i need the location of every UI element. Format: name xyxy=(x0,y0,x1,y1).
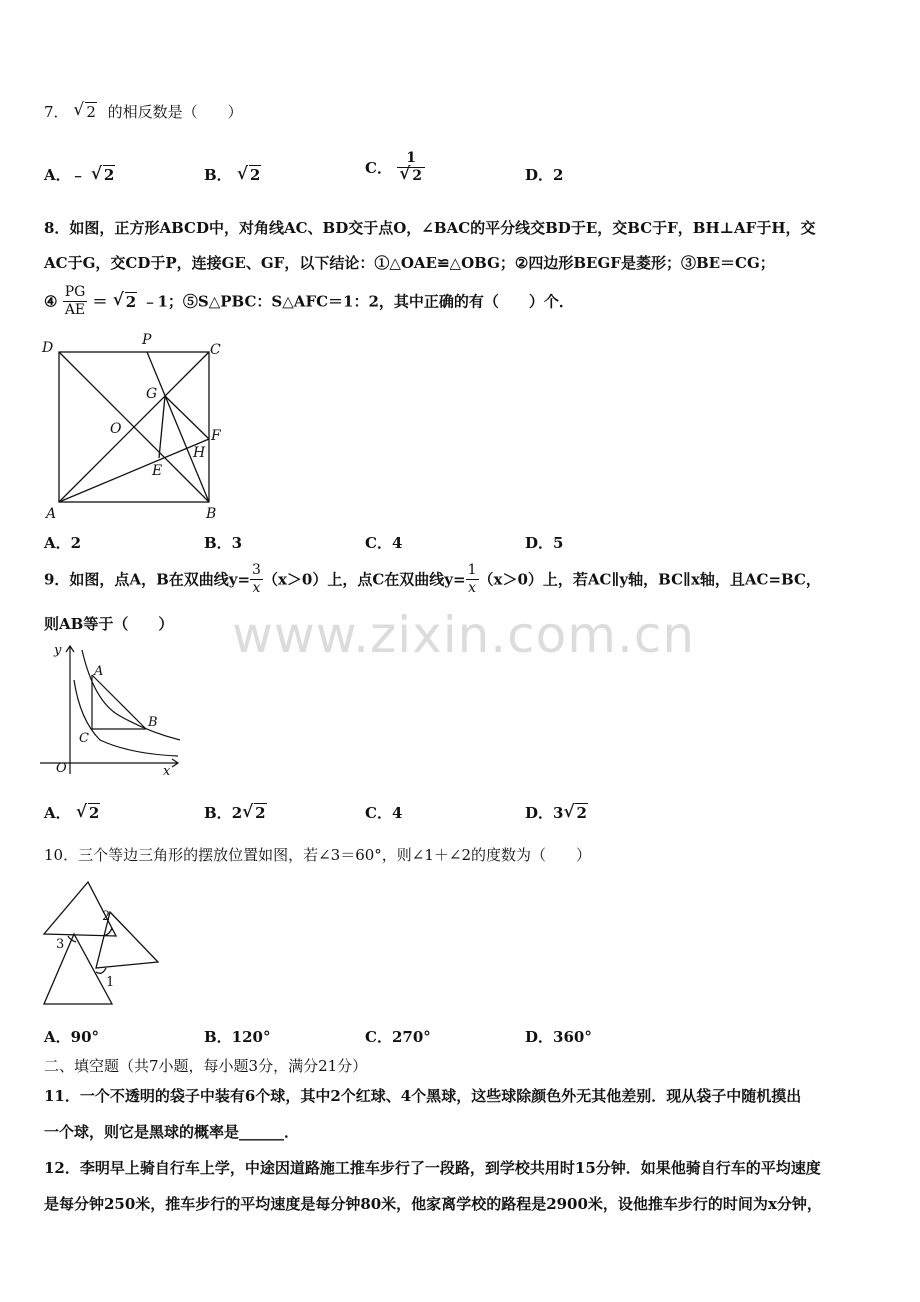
label-c: C xyxy=(210,342,221,358)
question-text: 的相反数是（ ） xyxy=(107,103,243,121)
label-e: E xyxy=(152,463,163,479)
option-c: C．270° xyxy=(365,1028,431,1046)
option-c: C．4 xyxy=(365,534,403,552)
question-9-line-2: 则AB等于（ ） xyxy=(44,615,174,633)
label-b: B xyxy=(148,715,158,730)
question-9-line-1: 9．如图，点A，B在双曲线y= $\frac{3}{x}$ （x＞0）上，点C在双曲线y= $\frac{1}{x}$ （x＞0）上，若AC∥y轴，BC∥x轴，且AC=BC， xyxy=(44,562,821,596)
question-8-line-3: ④ $\frac{PG}{AE}$ ＝ √ 2 ﹣1；⑤S△PBC：S△AFC＝1：2，其中正确的有（ ）个． xyxy=(44,284,574,319)
label-o: O xyxy=(56,761,67,776)
label-x: x xyxy=(163,764,171,779)
label-b: B xyxy=(206,506,217,522)
label-a: A xyxy=(94,664,104,679)
label-f: F xyxy=(211,428,221,444)
question-8-line-2: AC于G，交CD于P，连接GE、GF，以下结论：①△OAE≌△OBG；②四边形BEGF是菱形；③BE＝CG； xyxy=(44,254,775,272)
label-h: H xyxy=(193,445,206,461)
question-7 xyxy=(44,102,243,122)
label-y: y xyxy=(54,643,62,658)
option-b: B．2 √ 2 xyxy=(204,802,267,823)
label-d: D xyxy=(42,340,54,356)
option-a: A．90° xyxy=(44,1028,100,1046)
fraction-pg-ae: $\frac{PG}{AE}$ xyxy=(64,284,86,318)
question-8-line-1: 8．如图，正方形ABCD中，对角线AC、BD交于点O，∠BAC的平分线交BD于E，交BC于F，BH⊥AF于H，交 xyxy=(44,219,816,237)
question-12-line-1: 12．李明早上骑自行车上学，中途因道路施工推车步行了一段路，到学校共用时15分钟．如果他骑自行车的平均速度 xyxy=(44,1159,821,1177)
option-d: D．5 xyxy=(525,534,564,552)
option-b: B．120° xyxy=(204,1028,271,1046)
sqrt-expression: √ 2 xyxy=(73,102,97,122)
hyperbola-figure xyxy=(40,640,190,780)
angle-3-label: 3 xyxy=(56,937,65,952)
angle-2-label: 2 xyxy=(102,909,111,924)
question-number: 7． xyxy=(44,103,69,121)
question-12-line-2: 是每分钟250米，推车步行的平均速度是每分钟80米，他家离学校的路程是2900米，设他推车步行的时间为x分钟， xyxy=(44,1195,822,1213)
option-b: B． √ 2 xyxy=(204,164,261,185)
watermark: www.zixin.com.cn xyxy=(232,606,696,664)
option-d: D．360° xyxy=(525,1028,592,1046)
question-11-line-1: 11．一个不透明的袋子中装有6个球，其中2个红球、4个黑球，这些球除颜色外无其他差别．现从袋子中随机摸出 xyxy=(44,1087,802,1105)
option-a: A． √ 2 xyxy=(44,802,100,823)
triangles-figure xyxy=(40,876,165,1011)
label-g: G xyxy=(146,386,158,402)
label-o: O xyxy=(110,421,122,437)
option-a: A．﹣ √ 2 xyxy=(44,164,115,185)
option-b: B．3 xyxy=(204,534,243,552)
option-c: C． 1 √ 2 xyxy=(365,150,425,185)
option-d: D．2 xyxy=(525,166,564,184)
question-11-line-2: 一个球，则它是黑球的概率是______． xyxy=(44,1123,300,1141)
label-p: P xyxy=(142,332,152,348)
section-heading: 二、填空题（共7小题，每小题3分，满分21分） xyxy=(44,1057,368,1075)
option-a: A．2 xyxy=(44,534,82,552)
square-figure xyxy=(40,330,230,525)
option-d: D．3 √ 2 xyxy=(525,802,588,823)
angle-1-label: 1 xyxy=(106,975,115,990)
option-c: C．4 xyxy=(365,804,403,822)
question-10: 10．三个等边三角形的摆放位置如图，若∠3＝60°，则∠1＋∠2的度数为（ ） xyxy=(44,846,592,864)
label-c: C xyxy=(79,731,89,746)
fraction: 1 √ 2 xyxy=(397,150,425,185)
label-a: A xyxy=(46,506,57,522)
